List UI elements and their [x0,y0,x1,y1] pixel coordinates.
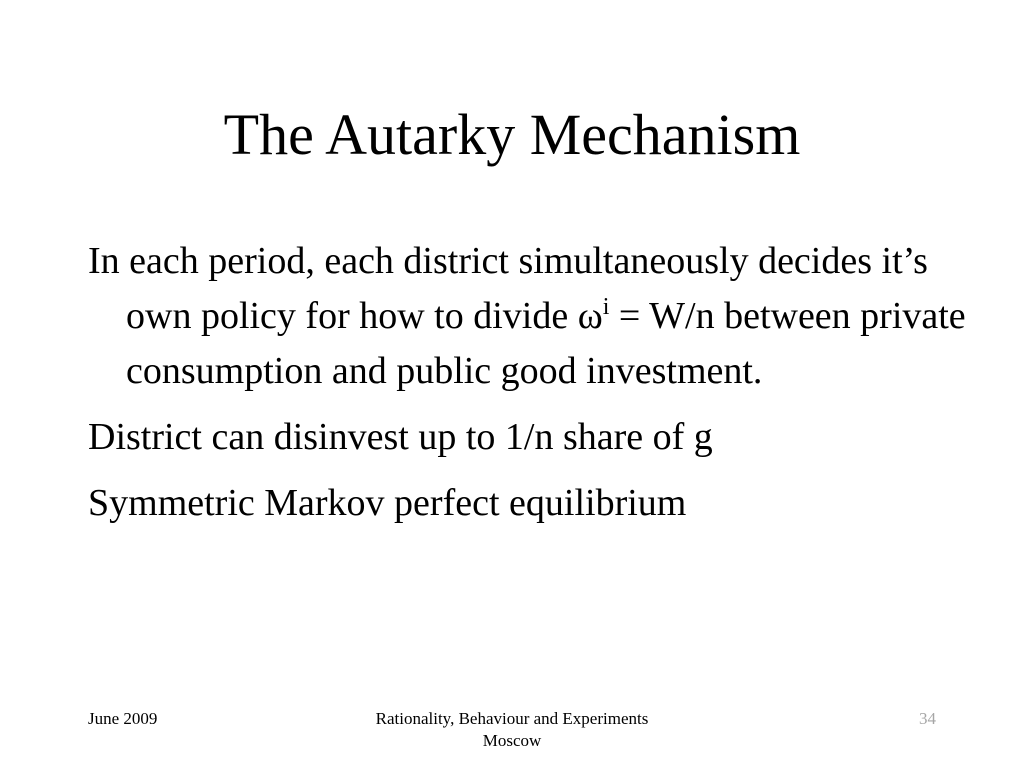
footer-event-line1: Rationality, Behaviour and Experiments [375,709,649,728]
bullet-item-1 [88,234,968,399]
bullet-1-text-after: = W/n between private consumption and public good investment. [126,295,966,392]
footer-event-line2: Moscow [482,731,542,750]
bullet-list [88,234,968,542]
bullet-item-3 [88,476,968,531]
bullet-1-text-before: In each period, each district simultaneously decides it’s own policy for how to divide ω [88,240,928,337]
footer-event [322,708,702,752]
slide-title: The Autarky Mechanism [223,102,801,167]
bullet-3-text: Symmetric Markov perfect equilibrium [88,482,687,524]
bullet-1-superscript: i [602,294,610,320]
bullet-item-2 [88,410,968,465]
footer-date: June 2009 [88,709,158,728]
footer-page-number: 34 [919,709,936,728]
bullet-2-text: District can disinvest up to 1/n share of g [88,416,713,458]
